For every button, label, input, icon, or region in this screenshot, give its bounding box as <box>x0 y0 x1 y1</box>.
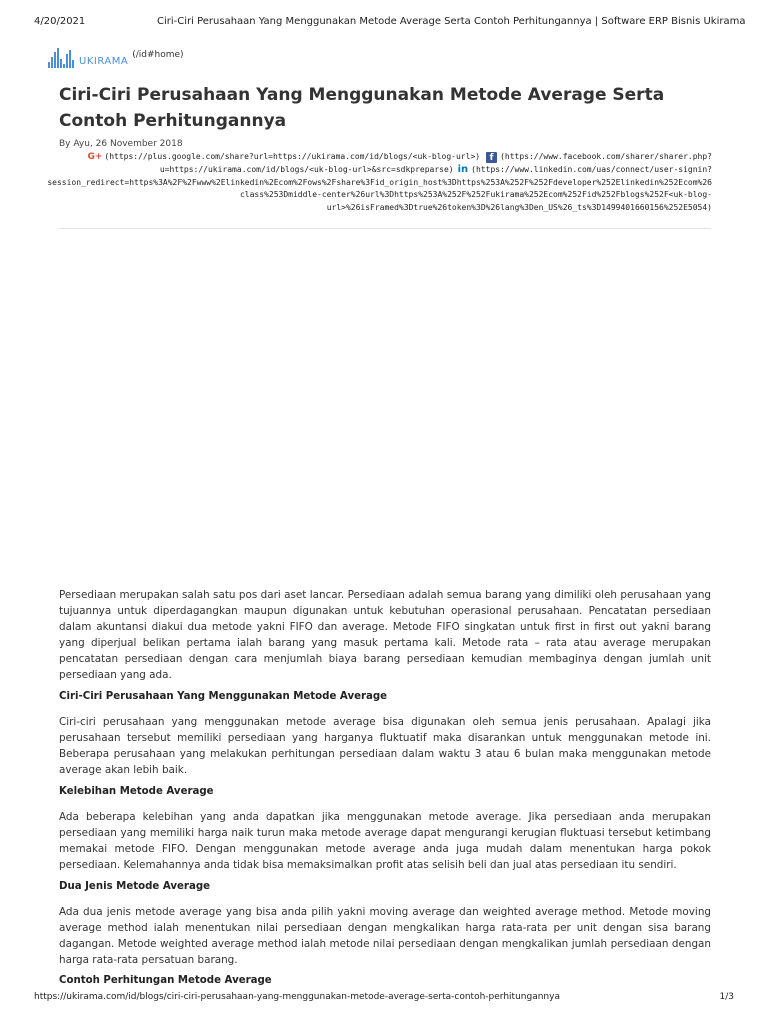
print-url: https://ukirama.com/id/blogs/ciri-ciri-perusahaan-yang-menggunakan-metode-average-serta-contoh-perhitungannya <box>34 992 560 1002</box>
google-plus-icon[interactable]: G+ <box>87 152 103 162</box>
section-heading: Kelebihan Metode Average <box>59 786 214 797</box>
print-date: 4/20/2021 <box>34 16 86 27</box>
facebook-share-link-cont[interactable]: u=https://ukirama.com/id/blogs/<uk-blog-url>&src=sdkpreparse) <box>159 164 454 174</box>
share-line <box>40 164 712 177</box>
share-links <box>40 151 712 215</box>
home-link[interactable]: (/id#home) <box>132 50 184 60</box>
article-byline: By Ayu, 26 November 2018 <box>59 139 183 149</box>
paragraph: Ada beberapa kelebihan yang anda dapatkan jika menggunakan metode average. Jika persediaan anda merupakan persediaan yang memiliki harga naik turun maka metode average dapat mengurangi kerugian fluktuasi tersebut ketimbang memakai metode FIFO. Dengan menggunakan metode average anda juga mudah dalam menentukan harga pokok persediaan. Kelemahannya anda tidak bisa memaksimalkan profit atas selisih beli dan jual atas persediaan itu sendiri. <box>59 811 711 871</box>
paragraph: Ciri-ciri perusahaan yang menggunakan metode average bisa digunakan oleh semua jenis perusahaan. Apalagi jika perusahaan tersebut memiliki persediaan yang harganya fluktuatif maka disarankan untuk menggunakan metode ini. Beberapa perusahaan yang melakukan perhitungan persediaan dalam waktu 3 atau 6 bulan maka menggunakan metode average akan lebih baik. <box>59 716 711 776</box>
article-title: Ciri-Ciri Perusahaan Yang Menggunakan Metode Average Serta Contoh Perhitungannya <box>59 85 665 131</box>
page-number: 1/3 <box>719 992 734 1002</box>
section-heading: Contoh Perhitungan Metode Average <box>59 975 272 986</box>
paragraph: Ada dua jenis metode average yang bisa anda pilih yakni moving average dan weighted average method. Metode moving average method ialah menentukan nilai persediaan dengan mengkalikan harga rata-rata per unit dengan sisa barang dagangan. Metode weighted average method ialah metode nilai persediaan dengan mengkalikan jumlah persediaan dengan harga rata-rata persatuan barang. <box>59 906 711 966</box>
print-page-title: Ciri-Ciri Perusahaan Yang Menggunakan Metode Average Serta Contoh Perhitungannya | Software ERP Bisnis Ukirama <box>157 16 746 27</box>
google-plus-share-link[interactable]: (https://plus.google.com/share?url=https://ukirama.com/id/blogs/<uk-blog-url>) <box>104 152 481 161</box>
facebook-icon[interactable]: f <box>486 152 497 163</box>
section-heading: Dua Jenis Metode Average <box>59 881 211 892</box>
logo-text: UKIRAMA <box>79 56 129 67</box>
paragraph: Persediaan merupakan salah satu pos dari aset lancar. Persediaan adalah semua barang yang dimiliki oleh perusahaan yang tujuannya untuk diperdagangkan maupun digunakan untuk kebutuhan operasional perusahaan. Pencatatan persediaan dalam akuntansi diakui dua metode yakni FIFO dan average. Metode FIFO singkatan untuk first in first out yakni barang yang diperjual belikan pertama ialah barang yang masuk pertama kali. Metode rata – rata atau average merupakan pencatatan persediaan dengan cara menjumlah biaya barang persediaan kemudian membaginya dengan jumlah unit persediaan yang ada. <box>59 589 711 681</box>
share-line <box>40 202 712 215</box>
share-line <box>40 177 712 190</box>
linkedin-share-link[interactable]: (https://www.linkedin.com/uas/connect/user-signin? <box>471 164 712 174</box>
divider <box>59 228 711 229</box>
section-heading: Ciri-Ciri Perusahaan Yang Menggunakan Metode Average <box>59 691 388 702</box>
article-body <box>59 587 711 998</box>
linkedin-share-link-cont[interactable]: url>%26isFramed%3Dtrue%26token%3D%26lang%3Den_US%26_ts%3D1499401660156%252E5054) <box>326 203 712 213</box>
share-line <box>40 189 712 202</box>
linkedin-share-link-cont[interactable]: class%253Dmiddle-center%26url%3Dhttps%253A%252F%252Fukirama%252Ecom%252Fid%252Fblogs%252F<uk-blog- <box>239 190 712 200</box>
facebook-share-link[interactable]: (https://www.facebook.com/sharer/sharer.php? <box>500 152 712 161</box>
linkedin-icon[interactable]: in <box>457 163 469 175</box>
site-logo[interactable] <box>48 46 184 68</box>
share-line <box>40 151 712 164</box>
linkedin-share-link-cont[interactable]: session_redirect=https%3A%2F%2Fwww%2Elinkedin%2Ecom%2Fows%2Fshare%3Fid_origin_host%3Dhttps%253A%252F%252Fdeveloper%252Elinkedin%252Ecom%26 <box>47 177 712 187</box>
logo-bars-icon <box>48 48 75 68</box>
